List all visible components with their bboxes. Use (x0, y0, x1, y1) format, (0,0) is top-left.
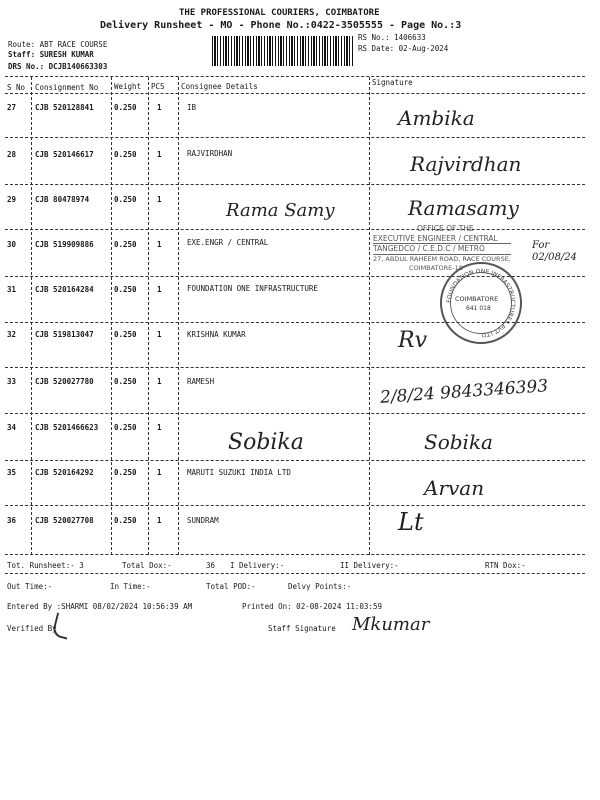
stamp-note-date: 02/08/24 (532, 252, 577, 263)
row-consignee: FOUNDATION ONE INFRASTRUCTURE (187, 284, 318, 293)
company-seal (440, 262, 522, 344)
row-pcs: 1 (157, 377, 162, 386)
rs-number: RS No.: 1406633 (358, 33, 426, 42)
delvy-points-label: Delvy Points:- (288, 582, 352, 591)
row-consignment-no: CJB 520128841 (35, 103, 94, 112)
col-pcs: PCS (151, 82, 165, 91)
row-signature: 2/8/24 9843346393 (379, 376, 549, 408)
row-pcs: 1 (157, 423, 162, 432)
row-weight: 0.250 (114, 240, 137, 249)
footer-rule (5, 573, 585, 574)
row-divider (5, 505, 585, 506)
row-signature: Lt (398, 508, 424, 536)
row-divider (5, 460, 585, 461)
col-sep (178, 77, 179, 555)
entered-by: Entered By :SHARMI 08/02/2024 10:56:39 AM (7, 602, 193, 611)
seal-ring-text (442, 264, 520, 342)
tot-runsheet: Tot. Runsheet:- 3 (7, 561, 84, 570)
rs-date: RS Date: 02-Aug-2024 (358, 44, 449, 53)
stamp-line: OFFICE OF THE (417, 224, 474, 233)
stamp-line: COIMBATORE-18 (409, 264, 463, 272)
staff-signature-hand: Mkumar (352, 614, 430, 635)
row-consignment-no: CJB 520027780 (35, 377, 94, 386)
staff-signature-label: Staff Signature (268, 624, 336, 633)
row-weight: 0.250 (114, 150, 137, 159)
row-weight: 0.250 (114, 423, 137, 432)
out-time-label: Out Time:- (7, 582, 53, 591)
row-consignment-no: CJB 520146617 (35, 150, 94, 159)
row-signature: Rv (398, 328, 427, 353)
row-consignee: SUNDRAM (187, 516, 219, 525)
row-signature: Sobika (424, 430, 493, 454)
row-pcs: 1 (157, 240, 162, 249)
table-bottom-rule (5, 554, 585, 555)
in-time-label: In Time:- (110, 582, 151, 591)
row-consignment-no: CJB 520027708 (35, 516, 94, 525)
row-sno: 31 (7, 285, 17, 294)
row-weight: 0.250 (114, 516, 137, 525)
row-consignment-no: CJB 80478974 (35, 195, 90, 204)
col-sep (111, 77, 112, 555)
row-consignment-no: CJB 519813047 (35, 330, 94, 339)
row-sno: 27 (7, 103, 17, 112)
rtn-dox-label: RTN Dox:- (485, 561, 526, 570)
staff-label: Staff: SURESH KUMAR (8, 50, 94, 59)
col-sno: S No (7, 83, 26, 92)
row-pcs: 1 (157, 330, 162, 339)
stamp-line: TANGEDCO / C.E.D.C / METRO (373, 244, 485, 253)
row-consignee: RAMESH (187, 377, 215, 386)
row-pcs: 1 (157, 468, 162, 477)
row-weight: 0.250 (114, 330, 137, 339)
row-sno: 36 (7, 516, 17, 525)
row-consignee: IB (187, 103, 197, 112)
row-weight: 0.250 (114, 377, 137, 386)
row-handwriting: Rama Samy (226, 200, 335, 221)
row-sno: 34 (7, 423, 17, 432)
row-weight: 0.250 (114, 103, 137, 112)
row-consignee: KRISHNA KUMAR (187, 330, 246, 339)
col-consignment: Consignment No (35, 83, 99, 92)
row-pcs: 1 (157, 103, 162, 112)
row-consignment-no: CJB 5201466623 (35, 423, 99, 432)
row-weight: 0.250 (114, 285, 137, 294)
verified-signature-mark (51, 612, 72, 639)
row-signature: Ramasamy (408, 196, 519, 220)
row-pcs: 1 (157, 285, 162, 294)
header-top-rule (5, 76, 585, 77)
row-consignment-no: CJB 519909886 (35, 240, 94, 249)
runsheet-title: Delivery Runsheet - MO - Phone No.:0422-3505555 - Page No.:3 (100, 20, 462, 31)
row-consignee: RAJVIRDHAN (187, 149, 233, 158)
seal-center-text: COIMBATORE (455, 295, 499, 303)
row-divider (5, 367, 585, 368)
printed-on: Printed On: 02-08-2024 11:03:59 (242, 602, 382, 611)
row-sno: 33 (7, 377, 17, 386)
row-signature: Ambika (398, 106, 475, 130)
header-bottom-rule (5, 93, 585, 94)
row-consignee: EXE.ENGR / CENTRAL (187, 238, 269, 247)
i-delivery-label: I Delivery:- (230, 561, 285, 570)
ii-delivery-label: II Delivery:- (340, 561, 399, 570)
route-label: Route: ABT RACE COURSE (8, 40, 108, 49)
row-signature: Arvan (424, 476, 485, 500)
company-name: THE PROFESSIONAL COURIERS, COIMBATORE (179, 8, 380, 18)
row-pcs: 1 (157, 150, 162, 159)
row-pcs: 1 (157, 195, 162, 204)
verified-by-label: Verified By (7, 624, 57, 633)
row-divider (5, 413, 585, 414)
drs-number: DRS No.: DCJB140663303 (8, 62, 108, 71)
total-pod-label: Total POD:- (206, 582, 256, 591)
row-sno: 28 (7, 150, 17, 159)
row-divider (5, 184, 585, 185)
row-consignment-no: CJB 520164284 (35, 285, 94, 294)
svg-text:FOUNDATION ONE INFRASTRUCTURES: FOUNDATION ONE INFRASTRUCTURES PVT LTD (445, 267, 517, 339)
stamp-line: EXECUTIVE ENGINEER / CENTRAL (373, 234, 511, 245)
col-signature: Signature (372, 78, 413, 87)
barcode (212, 36, 354, 66)
col-weight: Weight (114, 82, 142, 91)
row-handwriting: Sobika (228, 430, 304, 455)
col-sep (148, 77, 149, 555)
row-consignment-no: CJB 520164292 (35, 468, 94, 477)
row-sno: 32 (7, 330, 17, 339)
row-divider (5, 322, 585, 323)
row-sno: 30 (7, 240, 17, 249)
row-sno: 29 (7, 195, 17, 204)
row-pcs: 1 (157, 516, 162, 525)
stamp-note: For (532, 240, 550, 251)
row-sno: 35 (7, 468, 17, 477)
total-dox-label: Total Dox:- (122, 561, 172, 570)
row-weight: 0.250 (114, 468, 137, 477)
seal-sub-text: 641 018 (466, 305, 491, 312)
total-dox-value: 36 (206, 561, 216, 570)
row-consignee: MARUTI SUZUKI INDIA LTD (187, 468, 291, 477)
stamp-line: 27, ABDUL RAHEEM ROAD, RACE COURSE, (373, 254, 511, 263)
col-sep (31, 77, 32, 555)
col-consignee: Consignee Details (181, 82, 258, 91)
row-signature: Rajvirdhan (410, 152, 522, 176)
row-divider (5, 137, 585, 138)
col-sep (369, 77, 370, 555)
row-weight: 0.250 (114, 195, 137, 204)
